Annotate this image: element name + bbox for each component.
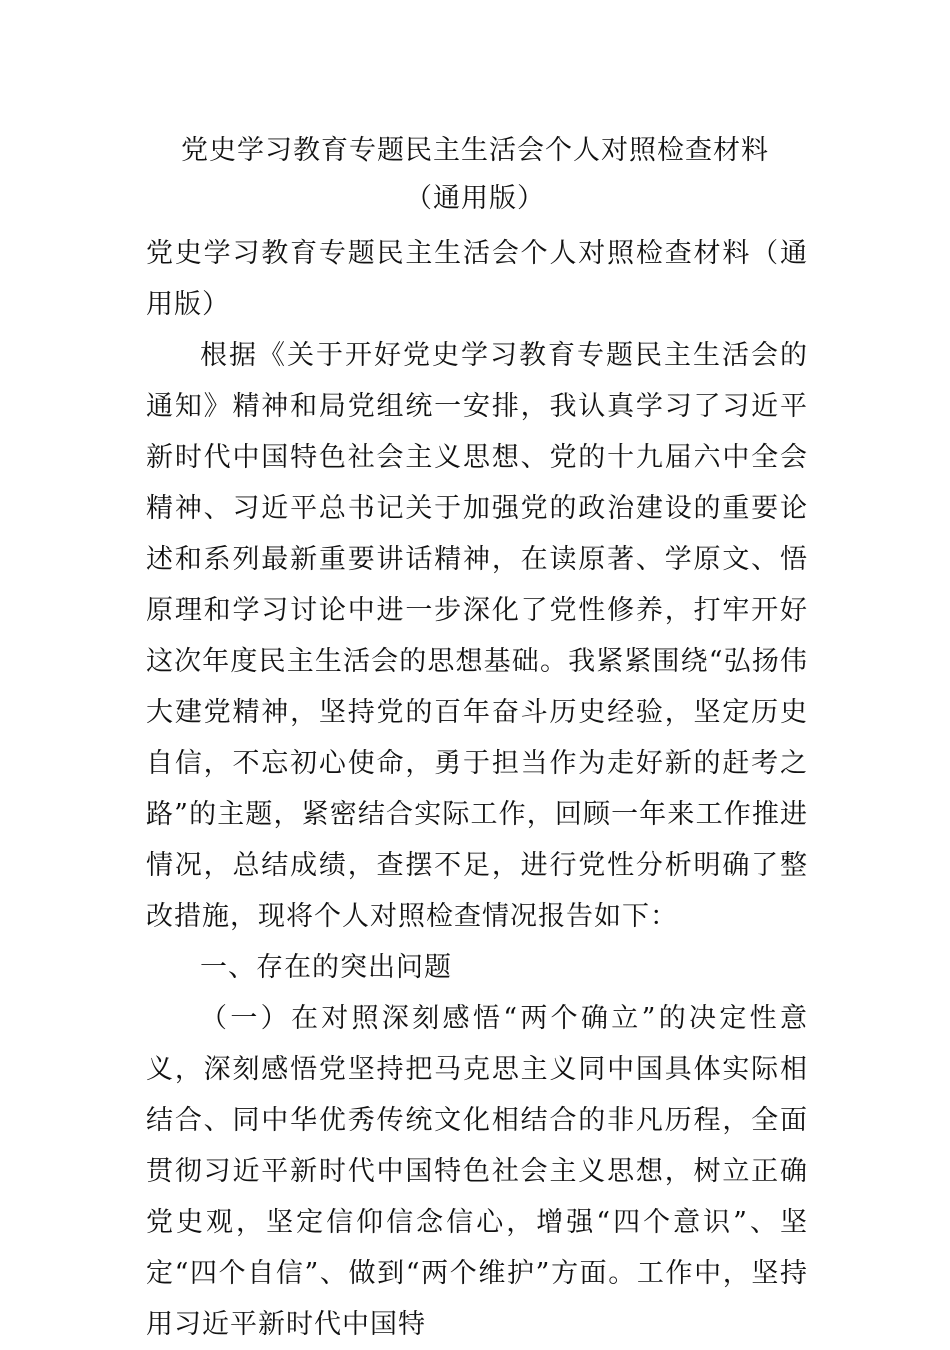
section-heading: 一、存在的突出问题 (200, 952, 452, 983)
document-body (146, 228, 808, 1350)
intro-paragraph: 根据《关于开好党史学习教育专题民主生活会的通知》精神和局党组统一安排，我认真学习了习近平新时代中国特色社会主义思想、党的十九届六中全会精神、习近平总书记关于加强党的政治建设的重要论述和系列最新重要讲话精神，在读原著、学原文、悟原理和学习讨论中进一步深化了党性修养，打牢开好这次年度民主生活会的思想基础。我紧紧围绕“弘扬伟大建党精神，坚持党的百年奋斗历史经验，坚定历史自信，不忘初心使命，勇于担当作为走好新的赶考之路”的主题，紧密结合实际工作，回顾一年来工作推进情况，总结成绩，查摆不足，进行党性分析明确了整改措施，现将个人对照检查情况报告如下： (146, 340, 808, 932)
document-title: 党史学习教育专题民主生活会个人对照检查材料（通用版） (181, 135, 769, 214)
document-subtitle: 党史学习教育专题民主生活会个人对照检查材料（通用版） (146, 238, 808, 320)
subsection-paragraph: （一）在对照深刻感悟“两个确立”的决定性意义，深刻感悟党坚持把马克思主义同中国具体实际相结合、同中华优秀传统文化相结合的非凡历程，全面贯彻习近平新时代中国特色社会主义思想，树立正确党史观，坚定信仰信念信心，增强“四个意识”、坚定“四个自信”、做到“两个维护”方面。工作中，坚持用习近平新时代中国特 (146, 1003, 808, 1340)
